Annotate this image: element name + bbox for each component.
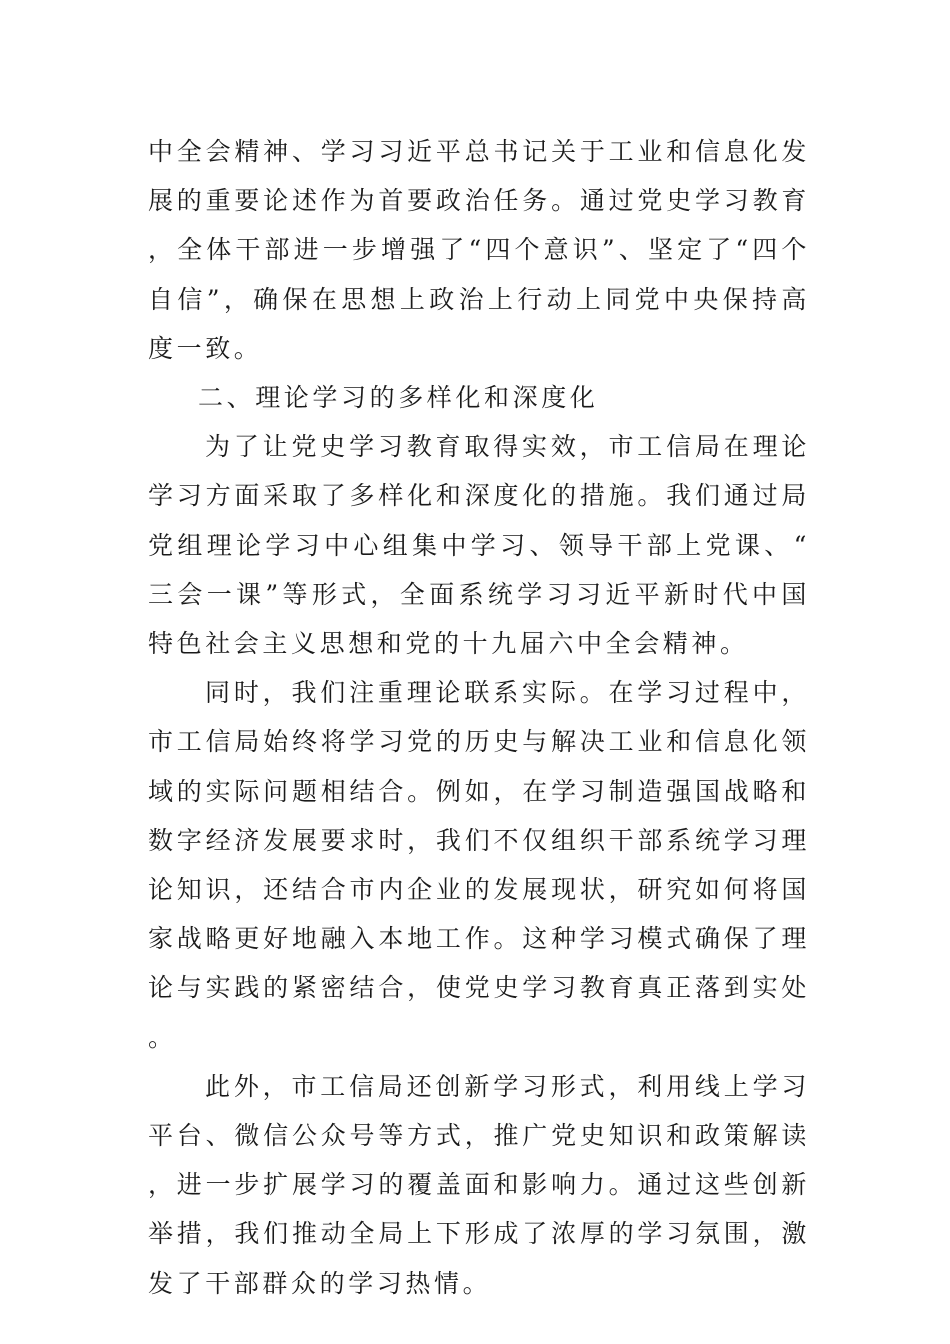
paragraph: 为了让党史学习教育取得实效，市工信局在理论学习方面采取了多样化和深度化的措施。我们通过局党组理论学习中心组集中学习、领导干部上党课、“三会一课”等形式，全面系统学习习近平新时代中国特色社会主义思想和党的十九届六中全会精神。 xyxy=(148,432,810,659)
paragraph: 同时，我们注重理论联系实际。在学习过程中，市工信局始终将学习党的历史与解决工业和信息化领域的实际问题相结合。例如，在学习制造强国战略和数字经济发展要求时，我们不仅组织干部系统学习理论知识，还结合市内企业的发展现状，研究如何将国家战略更好地融入本地工作。这种学习模式确保了理论与实践的紧密结合，使党史学习教育真正落到实处。 xyxy=(148,678,810,1052)
paragraph: 此外，市工信局还创新学习形式，利用线上学习平台、微信公众号等方式，推广党史知识和政策解读，进一步扩展学习的覆盖面和影响力。通过这些创新举措，我们推动全局上下形成了浓厚的学习氛围，激发了干部群众的学习热情。 xyxy=(148,1071,810,1298)
section-heading: 二、理论学习的多样化和深度化 xyxy=(198,383,599,413)
paragraph-continued: 中全会精神、学习习近平总书记关于工业和信息化发展的重要论述作为首要政治任务。通过党史学习教育，全体干部进一步增强了“四个意识”、坚定了“四个自信”，确保在思想上政治上行动上同党中央保持高度一致。 xyxy=(148,137,810,363)
